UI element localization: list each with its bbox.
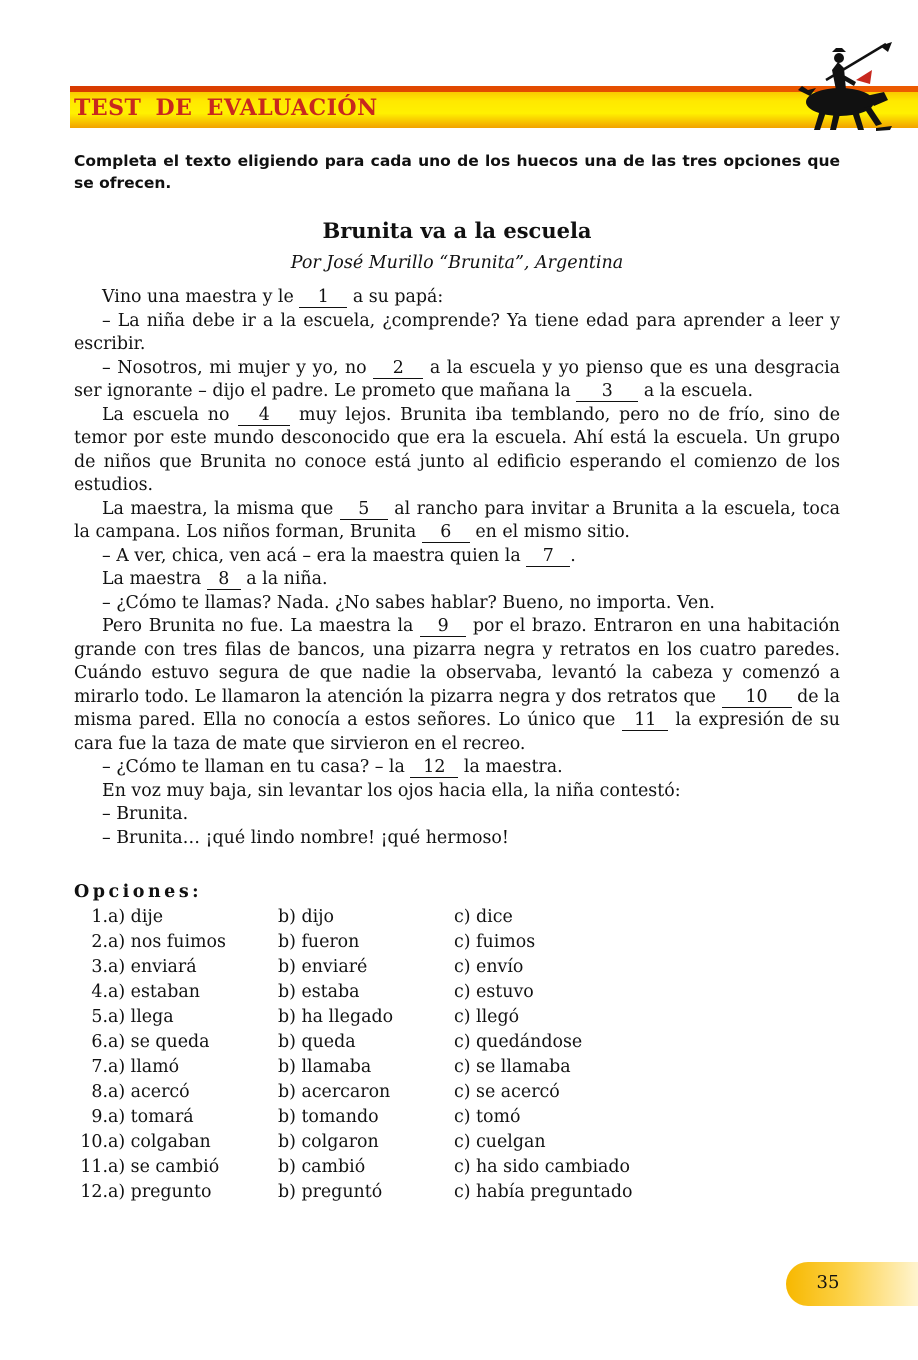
- section-title: TEST DE EVALUACIÓN: [74, 95, 378, 121]
- option-number: 5.: [91, 1007, 108, 1027]
- option-b: b) estaba: [278, 982, 360, 1002]
- option-c: c) ha sido cambiado: [454, 1157, 631, 1177]
- option-c: c) se acercó: [454, 1082, 560, 1102]
- option-row: [74, 1007, 774, 1032]
- option-a: a) dije: [108, 907, 164, 927]
- option-c: c) quedándose: [454, 1032, 583, 1052]
- option-c: c) envío: [454, 957, 524, 977]
- don-quixote-silhouette-icon: [796, 40, 896, 132]
- options-title: Opciones:: [74, 882, 203, 902]
- option-number: 7.: [91, 1057, 108, 1077]
- story-paragraph: – La niña debe ir a la escuela, ¿comprende? Ya tiene edad para aprender a leer y escribir.: [74, 310, 840, 354]
- option-a: a) se cambió: [108, 1157, 220, 1177]
- gap-blank: 2: [373, 359, 423, 379]
- option-a: a) estaban: [108, 982, 200, 1002]
- option-row: [74, 1182, 774, 1207]
- option-b: b) fueron: [278, 932, 360, 952]
- option-c: c) cuelgan: [454, 1132, 546, 1152]
- option-row: [74, 957, 774, 982]
- option-a: a) colgaban: [108, 1132, 211, 1152]
- gap-blank: 9: [420, 617, 466, 637]
- instructions: Completa el texto eligiendo para cada uno de los huecos una de las tres opciones que se ofrecen.: [74, 152, 840, 192]
- option-number: 2.: [91, 932, 108, 952]
- story-paragraph: – A ver, chica, ven acá – era la maestra quien la 7 .: [102, 545, 576, 566]
- option-row: [74, 982, 774, 1007]
- option-row: [74, 1032, 774, 1057]
- header-top-line: [70, 86, 918, 92]
- story-paragraph: La maestra, la misma que 5 al rancho para invitar a Brunita a la escuela, toca la campana. Los niños forman, Brunita 6 en el mismo sitio.: [74, 498, 841, 542]
- option-b: b) acercaron: [278, 1082, 391, 1102]
- option-c: c) estuvo: [454, 982, 534, 1002]
- story-paragraph: – ¿Cómo te llaman en tu casa? – la 12 la maestra.: [102, 757, 563, 777]
- story-paragraph: – Brunita… ¡qué lindo nombre! ¡qué hermoso!: [102, 827, 509, 848]
- story-paragraph: Pero Brunita no fue. La maestra la 9 por el brazo. Entraron en una habitación grande con tres filas de bancos, una pizarra negra y retratos en los cuatro paredes. Cuándo estuvo segura de que nadie la observaba, levantó la cabeza y comenzó a mirarlo todo. Le llamaron la atención la pizarra negra y dos retratos que 10 de la misma pared. Ella no conocía a estos señores. Lo único que 11 la expresión de su cara fue la taza de mate que sirvieron en el recreo.: [74, 616, 841, 754]
- option-b: b) queda: [278, 1032, 356, 1052]
- option-row: [74, 1107, 774, 1132]
- option-b: b) colgaron: [278, 1132, 379, 1152]
- option-a: a) enviará: [108, 957, 197, 977]
- option-a: a) tomará: [108, 1107, 194, 1127]
- option-number: 11.: [80, 1157, 108, 1177]
- option-b: b) ha llegado: [278, 1007, 394, 1027]
- option-number: 6.: [91, 1032, 108, 1052]
- option-row: [74, 1057, 774, 1082]
- option-row: [74, 1157, 774, 1182]
- options-list: [74, 907, 774, 1207]
- option-number: 1.: [91, 907, 108, 927]
- story-author: Por José Murillo “Brunita”, Argentina: [290, 253, 624, 273]
- story-paragraph: En voz muy baja, sin levantar los ojos hacia ella, la niña contestó:: [102, 780, 681, 801]
- option-number: 3.: [91, 957, 108, 977]
- gap-blank: 7: [526, 547, 570, 567]
- gap-blank: 11: [622, 711, 668, 731]
- option-row: [74, 907, 774, 932]
- option-a: a) llamó: [108, 1057, 180, 1077]
- option-c: c) tomó: [454, 1107, 521, 1127]
- option-number: 9.: [91, 1107, 108, 1127]
- option-c: c) fuimos: [454, 932, 536, 952]
- gap-blank: 10: [722, 688, 792, 708]
- option-b: b) dijo: [278, 907, 335, 927]
- gap-blank: 12: [410, 758, 458, 778]
- story-text: [74, 286, 840, 850]
- option-row: [74, 932, 774, 957]
- option-c: c) se llamaba: [454, 1057, 571, 1077]
- option-a: a) nos fuimos: [108, 932, 226, 952]
- option-row: [74, 1132, 774, 1157]
- option-b: b) tomando: [278, 1107, 379, 1127]
- story-paragraph: Vino una maestra y le 1 a su papá:: [102, 287, 444, 307]
- gap-blank: 3: [576, 382, 638, 402]
- option-b: b) llamaba: [278, 1057, 372, 1077]
- option-a: a) pregunto: [108, 1182, 212, 1202]
- option-c: c) había preguntado: [454, 1182, 633, 1202]
- page-number: 35: [816, 1272, 840, 1293]
- gap-blank: 6: [422, 523, 470, 543]
- option-a: a) se queda: [108, 1032, 210, 1052]
- story-paragraph: – Nosotros, mi mujer y yo, no 2 a la escuela y yo pienso que es una desgracia ser ignorante – dijo el padre. Le prometo que mañana la 3 a la escuela.: [74, 357, 841, 401]
- story-title: Brunita va a la escuela: [322, 218, 592, 243]
- option-number: 12.: [80, 1182, 108, 1202]
- story-paragraph: La maestra 8 a la niña.: [102, 569, 328, 589]
- option-number: 10.: [80, 1132, 108, 1152]
- option-c: c) dice: [454, 907, 513, 927]
- gap-blank: 5: [340, 500, 388, 520]
- option-a: a) llega: [108, 1007, 174, 1027]
- story-paragraph: – ¿Cómo te llamas? Nada. ¿No sabes hablar? Bueno, no importa. Ven.: [102, 592, 715, 613]
- option-number: 8.: [91, 1082, 108, 1102]
- option-b: b) cambió: [278, 1157, 366, 1177]
- gap-blank: 4: [238, 406, 290, 426]
- option-number: 4.: [91, 982, 108, 1002]
- option-b: b) enviaré: [278, 957, 368, 977]
- option-b: b) preguntó: [278, 1182, 383, 1202]
- option-c: c) llegó: [454, 1007, 520, 1027]
- story-paragraph: – Brunita.: [102, 804, 189, 824]
- option-row: [74, 1082, 774, 1107]
- option-a: a) acercó: [108, 1082, 190, 1102]
- gap-blank: 8: [207, 570, 241, 590]
- story-paragraph: La escuela no 4 muy lejos. Brunita iba temblando, pero no de frío, sino de temor por este mundo desconocido que era la escuela. Ahí está la escuela. Un grupo de niños que Brunita no conoce está junto al edificio esperando el comienzo de los estudios.: [74, 404, 841, 495]
- gap-blank: 1: [299, 288, 347, 308]
